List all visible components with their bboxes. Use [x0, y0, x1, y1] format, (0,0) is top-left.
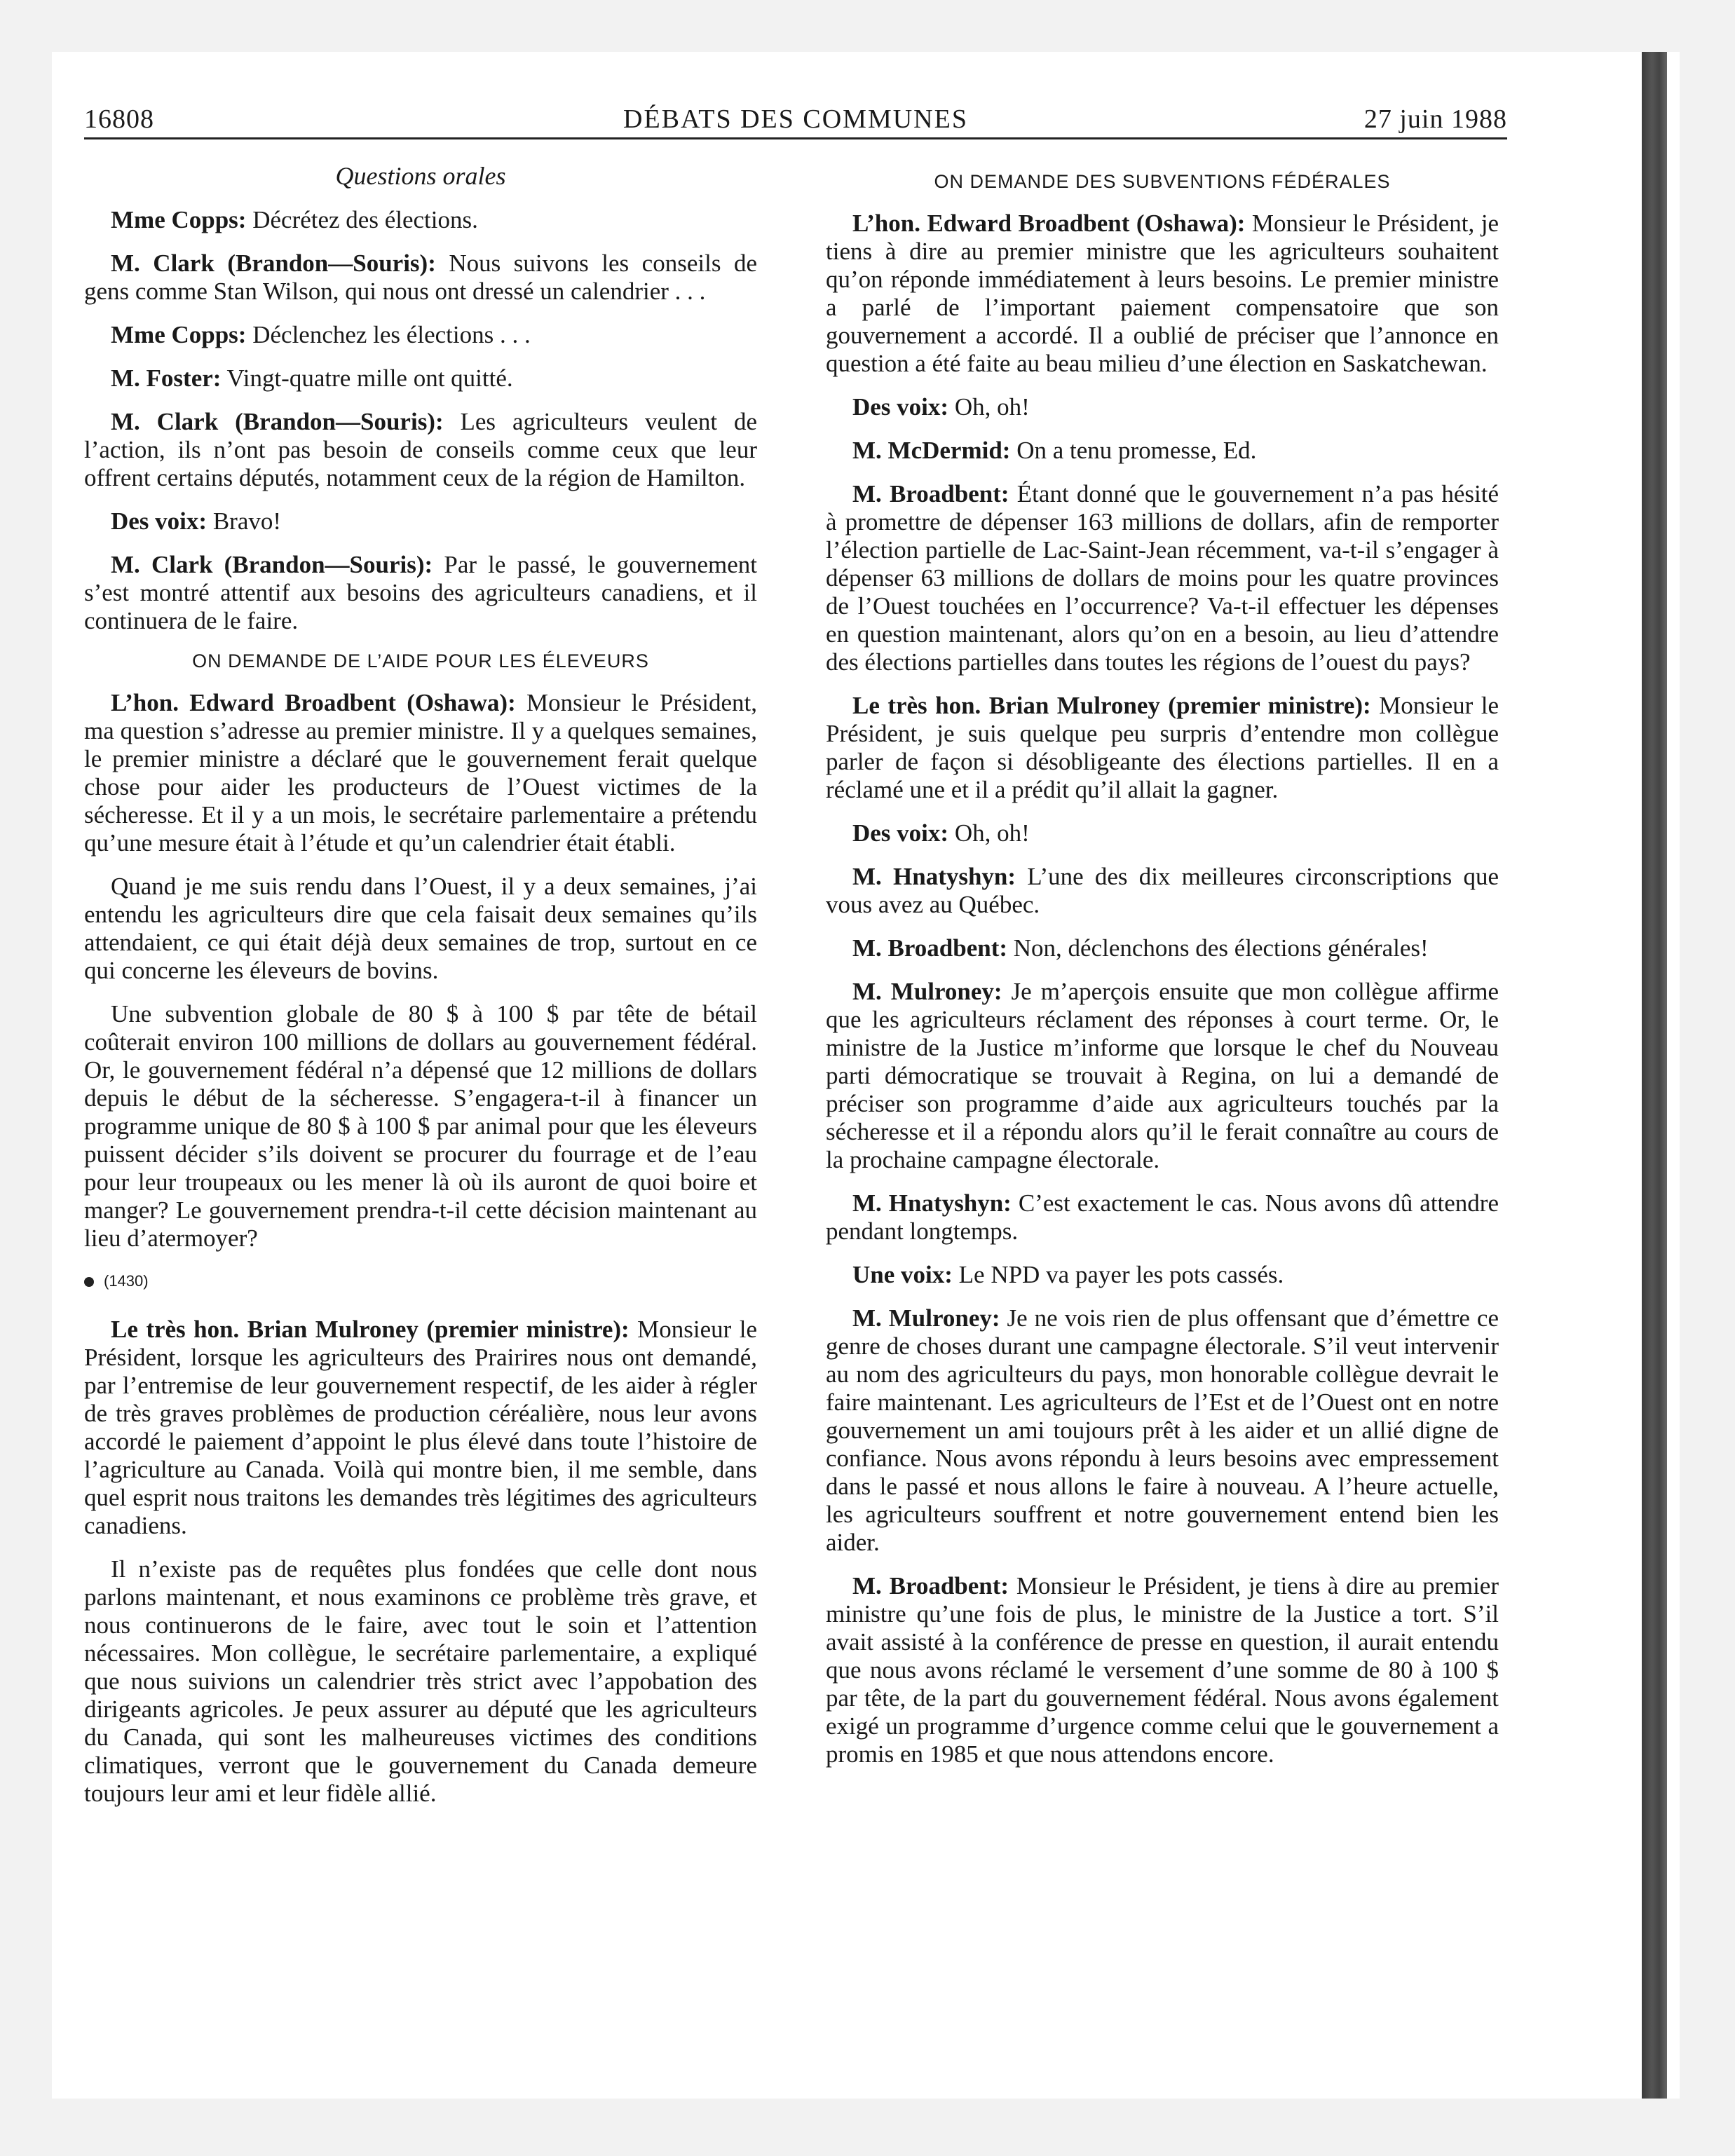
speaker: M. Mulroney: [852, 1304, 1000, 1332]
right-column [826, 157, 1499, 1784]
speaker: M. Hnatyshyn: [852, 863, 1016, 890]
paragraph: Une voix: Le NPD va payer les pots cassés. [852, 1261, 1284, 1288]
speaker: Mme Copps: [111, 206, 247, 233]
paragraph: M. Foster: Vingt-quatre mille ont quitté. [111, 364, 513, 392]
speaker: Le très hon. Brian Mulroney (premier ministre): [852, 692, 1371, 719]
section-title: Questions orales [335, 162, 506, 190]
page-number: 16808 [84, 104, 154, 134]
speaker: M. Foster: [111, 364, 222, 392]
paragraph: M. Mulroney: Je ne vois rien de plus offensant que d’émettre ce genre de choses durant une campagne électorale. S’il veut intervenir au nom des agriculteurs du pays, mon honorable collègue devrait le faire maintenant. Les agriculteurs de l’Est et de l’Ouest ont en notre gouvernement un ami toujours prêt à les aider et un allié digne de confiance. Nous avons répondu à leurs besoins avec empressement dans le passé et nous allons le faire à nouveau. A l’heure actuelle, les agriculteurs souffrent et notre gouvernement entend bien les aider. [826, 1304, 1499, 1556]
speaker: M. Broadbent: [852, 480, 1009, 507]
publication-title: DÉBATS DES COMMUNES [623, 104, 968, 134]
paragraph: Quand je me suis rendu dans l’Ouest, il y a deux semaines, j’ai entendu les agriculteurs dire que cela faisait deux semaines qu’ils attendaient, ce qui était déjà deux semaines de trop, surtout en ce qui concerne les éleveurs de bovins. [84, 873, 757, 984]
paragraph: Mme Copps: Déclenchez les élections . . . [111, 321, 531, 348]
paragraph: Le très hon. Brian Mulroney (premier ministre): Monsieur le Président, lorsque les agriculteurs des Prairires nous ont demandé, par l’entremise de leur gouvernement respectif, de les aider à régler de très graves problèmes de production céréalière, nous leur avons accordé le paiement d’appoint le plus élevé dans toute l’histoire de l’agriculture au Canada. Voilà qui montre bien, il me semble, dans quel esprit nous traitons les demandes très légitimes des agriculteurs canadiens. [84, 1316, 757, 1539]
subheading: ON DEMANDE DE L’AIDE POUR LES ÉLEVEURS [192, 650, 649, 671]
speaker: M. Clark (Brandon—Souris): [111, 551, 433, 578]
paragraph: Mme Copps: Décrétez des élections. [111, 206, 478, 233]
paragraph: Des voix: Bravo! [111, 507, 282, 535]
speaker: Des voix: [111, 507, 207, 535]
speaker: M. McDermid: [852, 437, 1011, 464]
speaker: M. Mulroney: [852, 978, 1002, 1005]
time-marker: (1430) [84, 1272, 757, 1290]
scan-edge [1642, 52, 1667, 2099]
speaker: L’hon. Edward Broadbent (Oshawa): [852, 210, 1246, 237]
paragraph: L’hon. Edward Broadbent (Oshawa): Monsieur le Président, je tiens à dire au premier ministre que les agriculteurs souhaitent qu’on réponde immédiatement à leurs besoins. Le premier ministre a parlé de l’important paiement compensatoire que son gouvernement a accordé. Il a oublié de préciser que l’annonce en question a été faite au beau milieu d’une élection en Saskatchewan. [826, 210, 1499, 377]
speaker: M. Broadbent: [852, 1572, 1009, 1599]
paragraph: Le très hon. Brian Mulroney (premier ministre): Monsieur le Président, je suis quelque peu surpris d’entendre mon collègue parler de façon si désobligeante des élections partielles. Il en a réclamé une et il a prédit qu’il allait la gagner. [826, 692, 1499, 803]
paragraph: Il n’existe pas de requêtes plus fondées que celle dont nous parlons maintenant, et nous examinons ce problème très grave, et nous continuerons de le faire, avec tout le soin et l’attention nécessaires. Mon collègue, le secrétaire parlementaire, a expliqué que nous suivions un calendrier très strict avec l’appobation des dirigeants agricoles. Je peux assurer au député que les agriculteurs du Canada, qui sont les malheureuses victimes des conditions climatiques, verront que le gouvernement du Canada demeure toujours leur ami et leur fidèle allié. [84, 1555, 757, 1807]
speaker: M. Broadbent: [852, 934, 1008, 962]
paragraph: M. Broadbent: Monsieur le Président, je tiens à dire au premier ministre qu’une fois de plus, le ministre de la Justice a tort. S’il avait assisté à la conférence de presse en question, il aurait entendu que nous avons réclamé le versement d’une somme de 80 à 100 $ par tête, de la part du gouvernement fédéral. Nous avons également exigé un programme d’urgence comme celui que le gouvernement a promis en 1985 et que nous attendons encore. [826, 1572, 1499, 1768]
paragraph: M. Clark (Brandon—Souris): Nous suivons les conseils de gens comme Stan Wilson, qui nous ont dressé un calendrier . . . [84, 250, 757, 305]
bullet-icon [84, 1277, 94, 1287]
paragraph: M. Clark (Brandon—Souris): Par le passé, le gouvernement s’est montré attentif aux besoins des agriculteurs canadiens, et il continuera de le faire. [84, 551, 757, 634]
paragraph: M. Mulroney: Je m’aperçois ensuite que mon collègue affirme que les agriculteurs réclament des réponses à court terme. Or, le ministre de la Justice m’informe que lorsque le chef du Nouveau parti démocratique se trouvait à Regina, on lui a demandé de préciser son programme d’aide aux agriculteurs touchés par la sécheresse et il a répondu alors qu’il le ferait connaître au cours de la prochaine campagne électorale. [826, 978, 1499, 1173]
paragraph: L’hon. Edward Broadbent (Oshawa): Monsieur le Président, ma question s’adresse au premier ministre. Il y a quelques semaines, le premier ministre a déclaré que le gouvernement ferait quelque chose pour aider les producteurs de l’Ouest victimes de la sécheresse. Et il y a un mois, le secrétaire parlementaire a prétendu qu’une mesure était à l’étude et qu’un calendrier était établi. [84, 689, 757, 857]
paragraph: M. Broadbent: Non, déclenchons des élections générales! [852, 934, 1429, 962]
speaker: M. Clark (Brandon—Souris): [111, 408, 444, 435]
speaker: M. Hnatyshyn: [852, 1189, 1012, 1217]
speaker: Des voix: [852, 819, 949, 847]
paragraph: Une subvention globale de 80 $ à 100 $ par tête de bétail coûterait environ 100 millions de dollars au gouvernement fédéral. Or, le gouvernement fédéral n’a dépensé que 12 millions de dollars depuis le début de la sécheresse. S’engagera-t-il à financer un programme unique de 80 $ à 100 $ par animal pour que les éleveurs puissent décider s’ils doivent se procurer du fourrage et de l’eau pour leur troupeaux ou les mener là où ils auront de quoi boire et manger? Le gouvernement prendra-t-il cette décision maintenant au lieu d’atermoyer? [84, 1000, 757, 1252]
paragraph: M. McDermid: On a tenu promesse, Ed. [852, 437, 1257, 464]
speaker: M. Clark (Brandon—Souris): [111, 250, 436, 277]
subheading: ON DEMANDE DES SUBVENTIONS FÉDÉRALES [934, 171, 1391, 192]
paragraph: M. Clark (Brandon—Souris): Les agriculteurs veulent de l’action, ils n’ont pas besoin de conseils comme ceux que leur offrent certains députés, notamment ceux de la région de Hamilton. [84, 408, 757, 491]
paragraph: M. Hnatyshyn: C’est exactement le cas. Nous avons dû attendre pendant longtemps. [826, 1189, 1499, 1245]
speaker: Le très hon. Brian Mulroney (premier ministre): [111, 1316, 630, 1343]
speaker: Mme Copps: [111, 321, 247, 348]
paragraph: M. Broadbent: Étant donné que le gouvernement n’a pas hésité à promettre de dépenser 163 millions de dollars, afin de remporter l’élection partielle de Lac-Saint-Jean récemment, va-t-il s’engager à dépenser 63 millions de dollars de moins pour les quatre provinces de l’Ouest touchées en l’occurrence? Va-t-il effectuer les dépenses en question maintenant, alors qu’on en a besoin, au lieu d’attendre des élections partielles dans toutes les régions de l’ouest du pays? [826, 480, 1499, 676]
paragraph: Des voix: Oh, oh! [852, 819, 1030, 847]
speaker: Des voix: [852, 393, 949, 421]
speaker: L’hon. Edward Broadbent (Oshawa): [111, 689, 516, 716]
paragraph: M. Hnatyshyn: L’une des dix meilleures circonscriptions que vous avez au Québec. [826, 863, 1499, 918]
header-rule [84, 137, 1507, 139]
left-column [84, 157, 757, 1823]
speaker: Une voix: [852, 1261, 953, 1288]
publication-date: 27 juin 1988 [1363, 104, 1507, 134]
paragraph: Des voix: Oh, oh! [852, 393, 1030, 421]
